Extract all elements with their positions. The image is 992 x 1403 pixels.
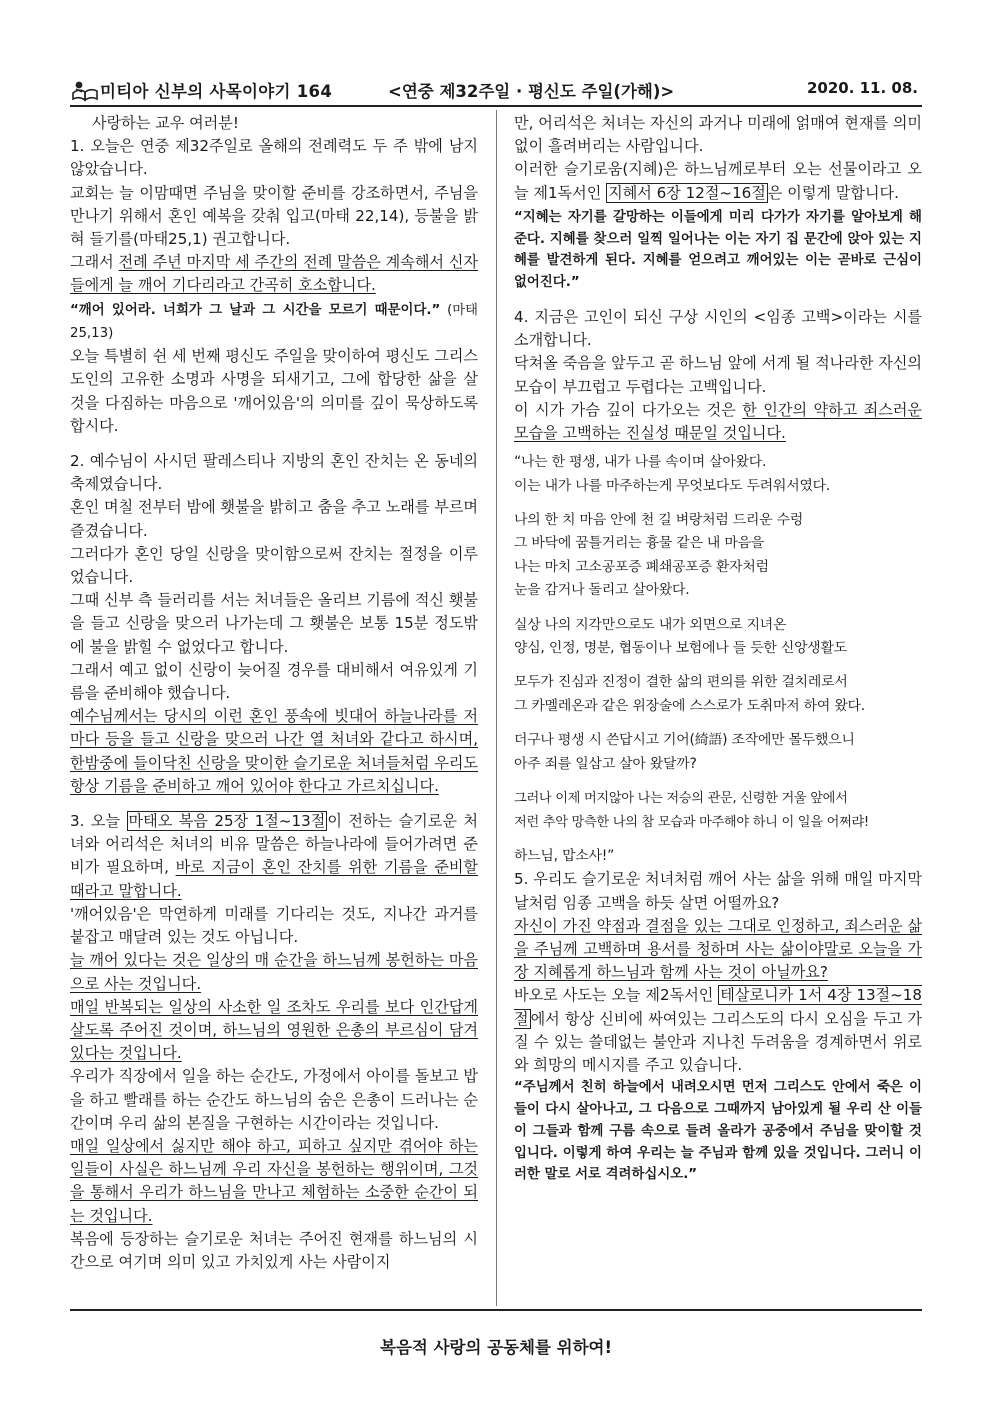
scripture-reference: 지혜서 6장 12절~16절 (608, 183, 766, 202)
paragraph: 그래서 전례 주년 마지막 세 주간의 전례 말씀은 계속해서 신자들에게 늘 깨어 기다리라고 간곡히 호소합니다. (70, 253, 478, 295)
poem-line: 저런 추악 망측한 나의 참 모습과 마주해야 하니 이 일을 어쩌랴! (514, 814, 869, 830)
poem-line: 눈을 감거나 돌리고 살아왔다. (514, 582, 690, 599)
underlined-paragraph: 자신이 가진 약점과 결점을 있는 그대로 인정하고, 죄스러운 삶을 주님께 고백하며 용서를 청하며 사는 삶이야말로 오늘을 가장 지혜롭게 하느님과 함께 사는 것이 아닐까요? (514, 916, 922, 982)
poem-line: 나의 한 치 마음 안에 천 길 벼랑처럼 드리운 수렁 (514, 512, 804, 529)
liturgy-subtitle: <연중 제32주일 · 평신도 주일(가해)> (388, 82, 675, 101)
poem-line: 나는 마치 고소공포증 폐쇄공포증 환자처럼 (514, 558, 769, 575)
greeting: 사랑하는 교우 여러분! (92, 114, 239, 132)
underlined-text: 한 인간의 약하고 죄스러운 모습을 고백하는 진실성 때문일 것입니다. (514, 400, 923, 443)
paragraph: 3. 오늘 마태오 복음 25장 1절~13절 이 전하는 슬기로운 처녀와 어리석은 처녀의 비유 말씀은 하늘나라에 들어가려면 준비가 필요하며, 바로 지금이 혼인 잔치를 위한 기름을 준비할 때라고 말합니다. (70, 812, 478, 900)
paragraph: 오늘 특별히 쉰 세 번째 평신도 주일을 맞이하여 평신도 그리스도인의 고유한 소명과 사명을 되새기고, 그에 합당한 삶을 살 것을 다짐하는 마음으로 '깨어있음'의 의미를 깊이 묵상하도록 합시다. (70, 347, 478, 435)
paragraph: 4. 지금은 고인이 되신 구상 시인의 <임종 고백>이라는 시를 소개합니다. (514, 308, 922, 350)
paragraph: 이러한 슬기로움(지혜)은 하느님께로부터 오는 선물이라고 오늘 제1독서인 지혜서 6장 12절~16절 은 이렇게 말합니다. (514, 160, 922, 202)
footer-slogan: 복음적 사랑의 공동체를 위하여! (380, 1338, 612, 1357)
paragraph: 복음에 등장하는 슬기로운 처녀는 주어진 현재를 하느님의 시간으로 여기며 의미 있고 가치있게 사는 사람이지 (70, 1229, 478, 1271)
paragraph: 이 시가 가슴 깊이 다가오는 것은 한 인간의 약하고 죄스러운 모습을 고백하는 진실성 때문일 것입니다. (514, 400, 923, 443)
underlined-paragraph: 예수님께서는 당시의 이런 혼인 풍속에 빗대어 하늘나라를 저마다 등을 들고 신랑을 맞으러 나간 열 처녀와 같다고 하시며, 한밤중에 들이닥친 신랑을 맞이한 슬기로운 처녀들처럼 우리도 항상 기름을 준비하고 깨어 있어야 한다고 가르치십니다. (70, 707, 478, 795)
paragraph: 5. 우리도 슬기로운 처녀처럼 깨어 사는 삶을 위해 매일 마지막 날처럼 임종 고백을 하듯 살면 어떨까요? (514, 870, 922, 912)
paragraph: 그러다가 혼인 당일 신랑을 맞이함으로써 잔치는 절정을 이루었습니다. (70, 544, 478, 587)
issue-date: 2020. 11. 08. (806, 79, 918, 97)
scripture-reference: 테살로니카 1서 4장 13절~18절 (514, 986, 922, 1028)
paragraph: 2. 예수님이 사시던 팔레스티나 지방의 혼인 잔치는 온 동네의 축제였습니다. (70, 452, 478, 494)
reading-book-icon (70, 80, 98, 102)
scripture-quote: “깨어 있어라. 너희가 그 날과 그 시간을 모르기 때문이다.” (마태25,13) (70, 302, 478, 342)
footer-divider (70, 1309, 922, 1311)
poem-line: 그 바닥에 꿈틀거리는 흉물 같은 내 마음을 (514, 535, 765, 552)
paragraph: 만, 어리석은 처녀는 자신의 과거나 미래에 얽매여 현재를 의미 없이 흘려버리는 사람입니다. (514, 114, 922, 156)
poem-line: 실상 나의 지각만으로도 내가 외면으로 지녀온 (514, 616, 787, 633)
underlined-text: 바로 지금이 혼인 잔치를 위한 기름을 준비할 때라고 말합니다. (70, 858, 478, 900)
right-column (514, 112, 922, 1186)
left-column (70, 112, 478, 1274)
poem (514, 451, 922, 868)
paragraph: 교회는 늘 이맘때면 주님을 맞이할 준비를 강조하면서, 주님을 만나기 위해서 혼인 예복을 갖춰 입고(마태 22,14), 등불을 밝혀 들기를(마태25,1) 권고합니다. (70, 183, 478, 249)
poem-line: 그러나 이제 머지않아 나는 저승의 관문, 신령한 거울 앞에서 (514, 791, 848, 807)
underlined-paragraph: 늘 깨어 있다는 것은 일상의 매 순간을 하느님께 봉헌하는 마음으로 사는 것입니다. (70, 951, 478, 993)
scripture-quote: “주님께서 친히 하늘에서 내려오시면 먼저 그리스도 안에서 죽은 이들이 다시 살아나고, 그 다음으로 그때까지 남아있게 될 우리 산 이들이 그들과 함께 구름 속으로 들려 올라가 공중에서 주님을 맞이할 것입니다. 이렇게 하여 우리는 늘 주님과 함께 있을 것입니다. 그러니 이러한 말로 서로 격려하십시오.” (514, 1080, 922, 1183)
underlined-paragraph: 매일 일상에서 싫지만 해야 하고, 피하고 싶지만 겪어야 하는 일들이 사실은 하느님께 우리 자신을 봉헌하는 행위이며, 그것을 통해서 우리가 하느님을 만나고 체험하는 소중한 순간이 되는 것입니다. (70, 1136, 478, 1225)
scripture-quote: “지혜는 자기를 갈망하는 이들에게 미리 다가가 자기를 알아보게 해준다. 지혜를 찾으러 일찍 일어나는 이는 자기 집 문간에 앉아 있는 지혜를 발견하게 된다. 지혜를 얻으려고 깨어있는 이는 곧바로 근심이 없어진다.” (514, 209, 922, 291)
poem-line: “나는 한 평생, 내가 나를 속이며 살아왔다. (514, 454, 767, 471)
underlined-paragraph: 매일 반복되는 일상의 사소한 일 조차도 우리를 보다 인간답게 살도록 주어진 것이며, 하느님의 영원한 은총의 부르심이 담겨있다는 것입니다. (70, 997, 478, 1063)
paragraph: 바오로 사도는 오늘 제2독서인 테살로니카 1서 4장 13절~18절 에서 항상 신비에 싸여있는 그리스도의 다시 오심을 두고 가질 수 있는 쓸데없는 불안과 지나친 두려움을 경계하면서 위로와 희망의 메시지를 주고 있습니다. (514, 986, 922, 1074)
page-header (70, 78, 922, 104)
poem-line: 양심, 인정, 명분, 협동이나 보험에나 들 듯한 신앙생활도 (514, 640, 847, 657)
paragraph: 1. 오늘은 연중 제32주일로 올해의 전례력도 두 주 밖에 남지 않았습니다. (70, 137, 478, 179)
underlined-text: 전례 주년 마지막 세 주간의 전례 말씀은 계속해서 신자들에게 늘 깨어 기다리라고 간곡히 호소합니다. (70, 253, 478, 295)
poem-line: 모두가 진심과 진정이 결한 삶의 편의를 위한 걸치레로서 (514, 674, 848, 691)
paragraph: 우리가 직장에서 일을 하는 순간도, 가정에서 아이를 돌보고 밥을 하고 빨래를 하는 순간도 하느님의 숨은 은총이 드러나는 순간이며 우리 삶의 본질을 구현하는 시간이라는 것입니다. (70, 1067, 478, 1132)
poem-line: 이는 내가 나를 마주하는게 무엇보다도 두려워서였다. (514, 477, 831, 494)
paragraph: 그때 신부 측 들러리를 서는 처녀들은 올리브 기름에 적신 횃불을 들고 신랑을 맞으러 나가는데 그 횃불은 보통 15분 정도밖에 불을 밝힐 수 없었다고 합니다. (70, 591, 478, 656)
column-divider (496, 110, 497, 1306)
poem-line: 하느님, 맙소사!” (514, 847, 615, 864)
poem-line: 더구나 평생 시 쓴답시고 기어(綺語) 조작에만 몰두했으니 (514, 732, 855, 749)
paragraph: 닥쳐올 죽음을 앞두고 곧 하느님 앞에 서게 될 적나라한 자신의 모습이 부끄럽고 두렵다는 고백입니다. (514, 354, 922, 396)
paragraph: '깨어있음'은 막연하게 미래를 기다리는 것도, 지나간 과거를 붙잡고 매달려 있는 것도 아닙니다. (70, 904, 478, 947)
paragraph: 혼인 며칠 전부터 밤에 횃불을 밝히고 춤을 추고 노래를 부르며 즐겼습니다. (70, 498, 478, 540)
poem-line: 아주 죄를 일삼고 살아 왔달까? (514, 755, 697, 772)
poem-line: 그 카멜레온과 같은 위장술에 스스로가 도취마저 하여 왔다. (514, 697, 865, 714)
scripture-reference: 마태오 복음 25장 1절~13절 (128, 812, 326, 831)
header-divider (70, 105, 922, 107)
bulletin-title: 미티아 신부의 사목이야기 164 (100, 82, 333, 101)
paragraph: 그래서 예고 없이 신랑이 늦어질 경우를 대비해서 여유있게 기름을 준비해야 했습니다. (70, 660, 478, 703)
